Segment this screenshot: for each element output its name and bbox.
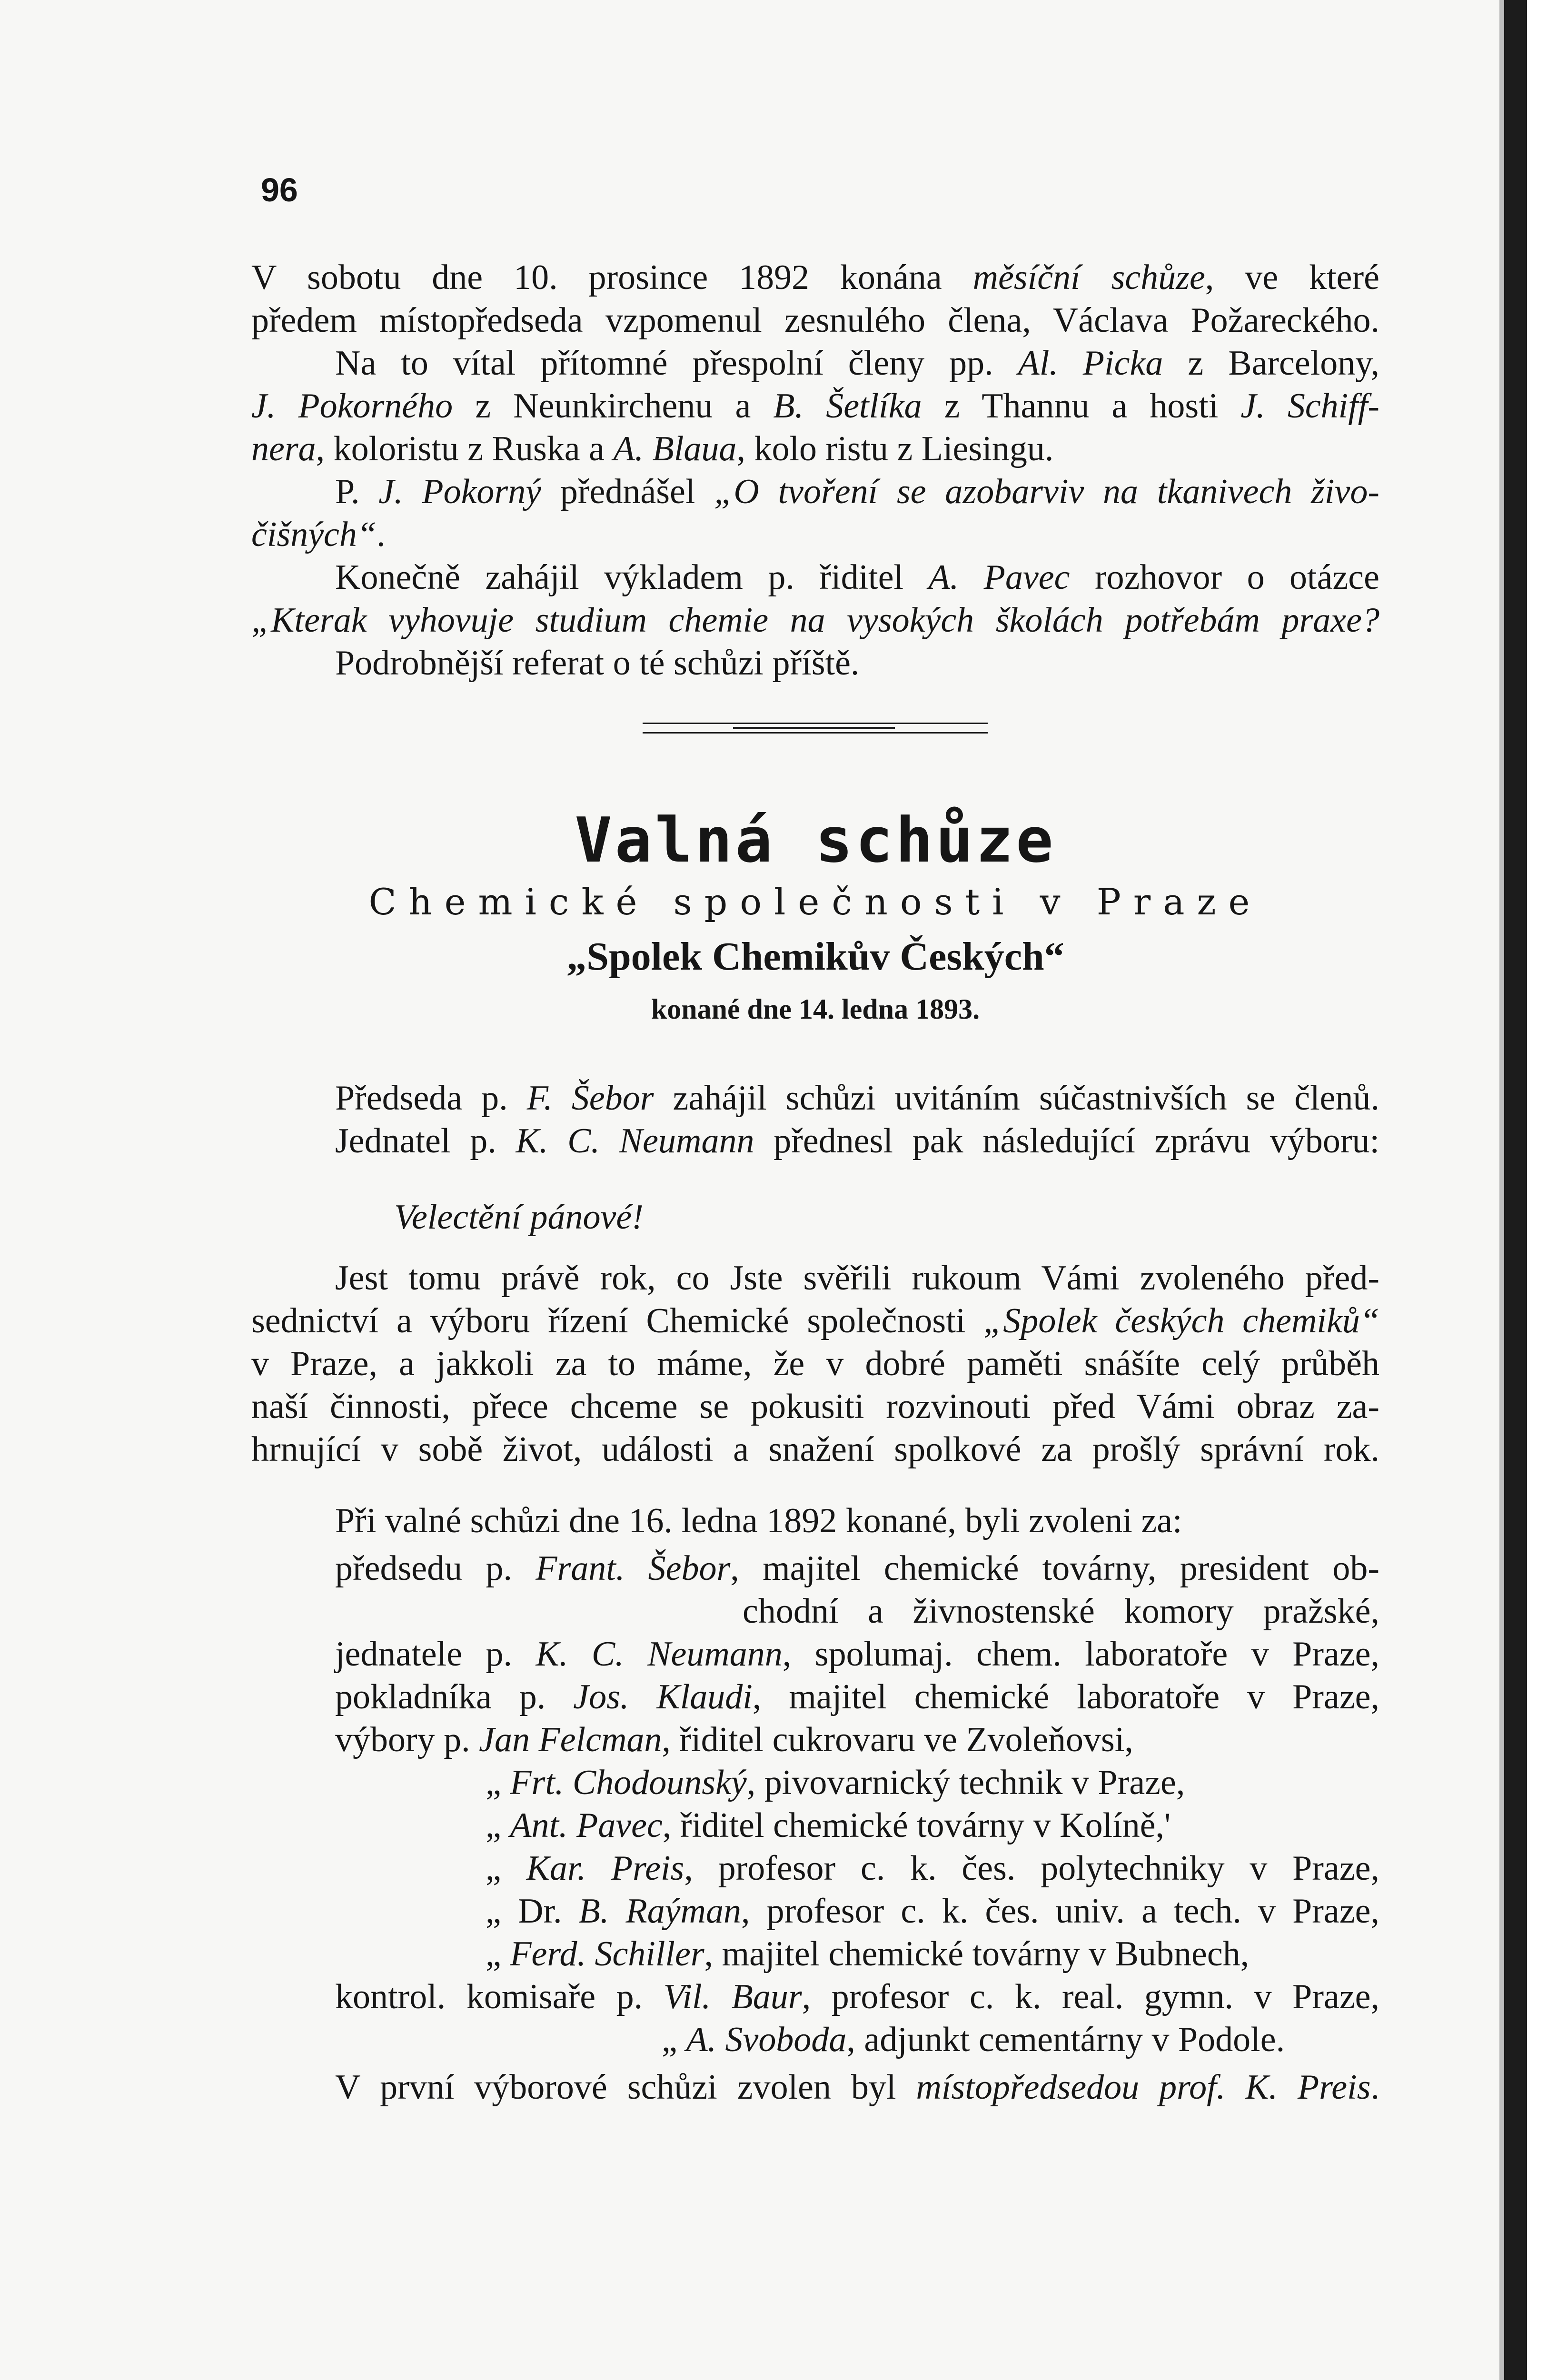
s3-line-9: „ Kar. Preis, profesor c. k. čes. polytechniky v Praze, [486,1849,1379,1888]
s3-line-11: „ Ferd. Schiller, majitel chemické továrny v Bubnech, [486,1934,1250,1973]
s3-line-13: „ A. Svoboda, adjunkt cementárny v Podole. [662,2020,1285,2059]
separator-rule-top [643,723,988,724]
s3-line-12: kontrol. komisaře p. Vil. Baur, profesor c. k. real. gymn. v Praze, [335,1977,1379,2016]
scan-border [1504,0,1527,2380]
s3-line-10: „ Dr. B. Raýman, profesor c. k. čes. univ. a tech. v Praze, [486,1892,1379,1931]
s2-line-5: v Praze, a jakkoli za to máme, že v dobré paměti snášíte celý průběh [251,1344,1379,1383]
heading-subtitle: Chemické společnosti v Praze [368,881,1262,923]
s2-line-6: naší činnosti, přece chceme se pokusiti rozvinouti před Vámi obraz za- [251,1387,1379,1426]
page-fold-shadow [1499,0,1504,2380]
s1-line-4: J. Pokorného z Neunkirchenu a B. Šetlíka z Thannu a hosti J. Schiff- [251,387,1379,426]
page-number: 96 [261,171,298,208]
heading-date: konané dne 14. ledna 1893. [651,993,980,1025]
s2-line-3: Jest tomu právě rok, co Jste svěřili rukoum Vámi zvoleného před- [335,1259,1379,1298]
s1-line-8: Konečně zahájil výkladem p. řiditel A. Pavec rozhovor o otázce [335,558,1379,597]
s2-line-7: hrnující v sobě život, události a snažení spolkové za prošlý správní rok. [251,1430,1379,1469]
salutation: Velectění pánové! [394,1198,644,1237]
s3-line-7: „ Frt. Chodounský, pivovarnický technik v Praze, [486,1763,1185,1802]
s1-line-2: předem místopředseda vzpomenul zesnulého člena, Václava Požareckého. [251,301,1379,340]
s2-line-1: Předseda p. F. Šebor zahájil schůzi uvitáním súčastnivších se členů. [335,1079,1380,1118]
s3-line-14: V první výborové schůzi zvolen byl místopředsedou prof. K. Preis. [335,2068,1379,2107]
s1-line-3: Na to vítal přítomné přespolní členy pp. Al. Picka z Barcelony, [335,344,1379,383]
heading-society: „Spolek Chemikův Českých“ [566,934,1064,979]
separator-rule-bottom [643,732,988,734]
separator-rule-middle [733,727,895,729]
s3-line-5: pokladníka p. Jos. Klaudi, majitel chemické laboratoře v Praze, [335,1677,1379,1716]
s1-line-7: čišných“. [251,515,386,554]
s3-line-1: Při valné schůzi dne 16. ledna 1892 konané, byli zvoleni za: [335,1501,1182,1540]
s2-line-4: sednictví a výboru řízení Chemické společnosti „Spolek českých chemiků“ [251,1301,1379,1340]
s3-line-2: předsedu p. Frant. Šebor, majitel chemické továrny, president ob- [335,1549,1379,1588]
s1-line-1: V sobotu dne 10. prosince 1892 konána měsíční schůze, ve které [251,258,1379,297]
s2-line-2: Jednatel p. K. C. Neumann přednesl pak následující zprávu výboru: [335,1121,1380,1160]
s3-line-4: jednatele p. K. C. Neumann, spolumaj. chem. laboratoře v Praze, [335,1635,1380,1674]
heading-title: Valná schůze [575,804,1056,876]
s1-line-10: Podrobnější referat o té schůzi příště. [335,644,860,683]
s1-line-6: P. J. Pokorný přednášel „O tvoření se azobarviv na tkanivech živo- [335,472,1379,511]
s1-line-9: „Kterak vyhovuje studium chemie na vysokých školách potřebám praxe? [251,601,1379,640]
s3-line-6: výbory p. Jan Felcman, řiditel cukrovaru ve Zvoleňovsi, [335,1720,1133,1759]
s3-line-8: „ Ant. Pavec, řiditel chemické továrny v Kolíně,' [486,1806,1171,1845]
s3-line-3: chodní a živnostenské komory pražské, [743,1592,1379,1631]
s1-line-5: nera, koloristu z Ruska a A. Blaua, kolo ristu z Liesingu. [251,429,1054,468]
